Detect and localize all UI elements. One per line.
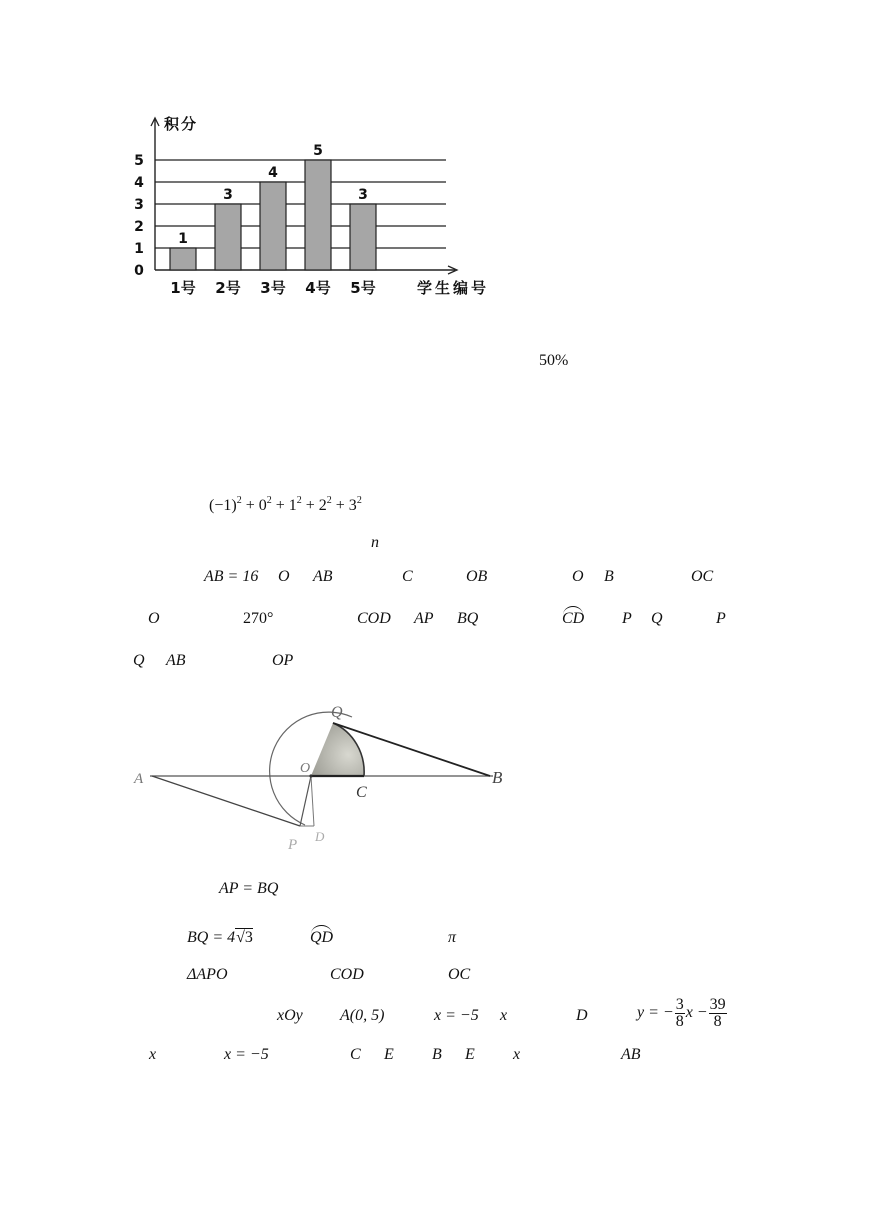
score-bar-chart — [130, 105, 510, 305]
point-p: P — [622, 610, 632, 627]
geometry-figure — [128, 695, 528, 865]
line-x-neg5: x = −5 — [434, 1007, 479, 1024]
axis-x-2: x — [149, 1046, 157, 1063]
arc-qd: QD — [310, 929, 334, 946]
ab-16: AB = 16 — [204, 568, 259, 585]
y-tick-5: 5 — [134, 153, 144, 169]
point-b: B — [604, 568, 614, 585]
x-axis-label: 学生编号 — [417, 279, 490, 297]
point-d: D — [576, 1007, 588, 1024]
y-tick-2: 2 — [134, 219, 144, 235]
bar-3 — [260, 182, 286, 270]
point-b-2: B — [432, 1046, 442, 1063]
label-b: B — [492, 768, 503, 787]
seg-op: OP — [272, 652, 294, 669]
point-q-2: Q — [133, 652, 145, 669]
label-d: D — [315, 829, 325, 844]
bar-value-3: 4 — [268, 165, 278, 181]
bar-value-4: 5 — [313, 143, 323, 159]
point-o-2: O — [572, 568, 584, 585]
x-tick-5: 5号 — [350, 279, 376, 297]
seg-oc: OC — [691, 568, 714, 585]
label-p: P — [288, 837, 298, 853]
point-o: O — [278, 568, 290, 585]
point-q: Q — [651, 610, 663, 627]
point-a-coords: A(0, 5) — [340, 1007, 385, 1024]
bar-5 — [350, 204, 376, 270]
point-e-2: E — [465, 1046, 475, 1063]
point-c-2: C — [350, 1046, 361, 1063]
x-tick-2: 2号 — [215, 279, 241, 297]
axis-x: x — [500, 1007, 508, 1024]
bar-1 — [170, 248, 196, 270]
line-od — [311, 776, 314, 826]
label-c: C — [356, 784, 367, 801]
plane-xoy: xOy — [277, 1007, 303, 1024]
seg-ob: OB — [466, 568, 488, 585]
bar-value-2: 3 — [223, 187, 233, 203]
line-x-neg5-2: x = −5 — [224, 1046, 269, 1063]
x-tick-1: 1号 — [170, 279, 196, 297]
angle-cod-2: COD — [330, 966, 364, 983]
x-tick-4: 4号 — [305, 279, 331, 297]
line-op — [300, 776, 311, 826]
percent-text: 50% — [539, 352, 569, 369]
label-q: Q — [331, 704, 343, 721]
ap-eq-bq: AP = BQ — [219, 880, 279, 897]
y-axis-label: 积分 — [164, 115, 199, 133]
pi-symbol: π — [448, 929, 457, 946]
point-p-2: P — [716, 610, 726, 627]
y-tick-4: 4 — [134, 175, 144, 191]
sum-squares-expression: $(-1)^2 + 0^2 + 1^2 + 2^2 + 3^2$ — [209, 495, 362, 514]
line-equation: y = − $\frac{3}{8}$ x − $\frac{39}{8}$ — [637, 996, 726, 1030]
bq-value: BQ = 4√3 — [187, 929, 253, 946]
angle-270: 270° — [243, 610, 274, 627]
bar-4 — [305, 160, 331, 270]
y-tick-3: 3 — [134, 197, 144, 213]
label-a: A — [134, 771, 144, 787]
point-e: E — [384, 1046, 394, 1063]
var-n: n — [371, 534, 379, 551]
seg-bq: BQ — [457, 610, 479, 627]
seg-ap: AP — [414, 610, 434, 627]
point-o-3: O — [148, 610, 160, 627]
bar-value-1: 1 — [178, 231, 188, 247]
y-tick-0: 0 — [134, 263, 144, 279]
arc-cd: CD — [562, 610, 585, 627]
triangle-apo: ΔAPO — [187, 966, 228, 983]
bar-value-5: 3 — [358, 187, 368, 203]
seg-ab-3: AB — [621, 1046, 641, 1063]
seg-oc-2: OC — [448, 966, 471, 983]
x-tick-3: 3号 — [260, 279, 286, 297]
bar-2 — [215, 204, 241, 270]
seg-ab-2: AB — [166, 652, 186, 669]
seg-ab: AB — [313, 568, 333, 585]
point-c: C — [402, 568, 413, 585]
axis-x-3: x — [513, 1046, 521, 1063]
angle-cod: COD — [357, 610, 391, 627]
y-tick-1: 1 — [134, 241, 144, 257]
label-o: O — [300, 761, 311, 776]
